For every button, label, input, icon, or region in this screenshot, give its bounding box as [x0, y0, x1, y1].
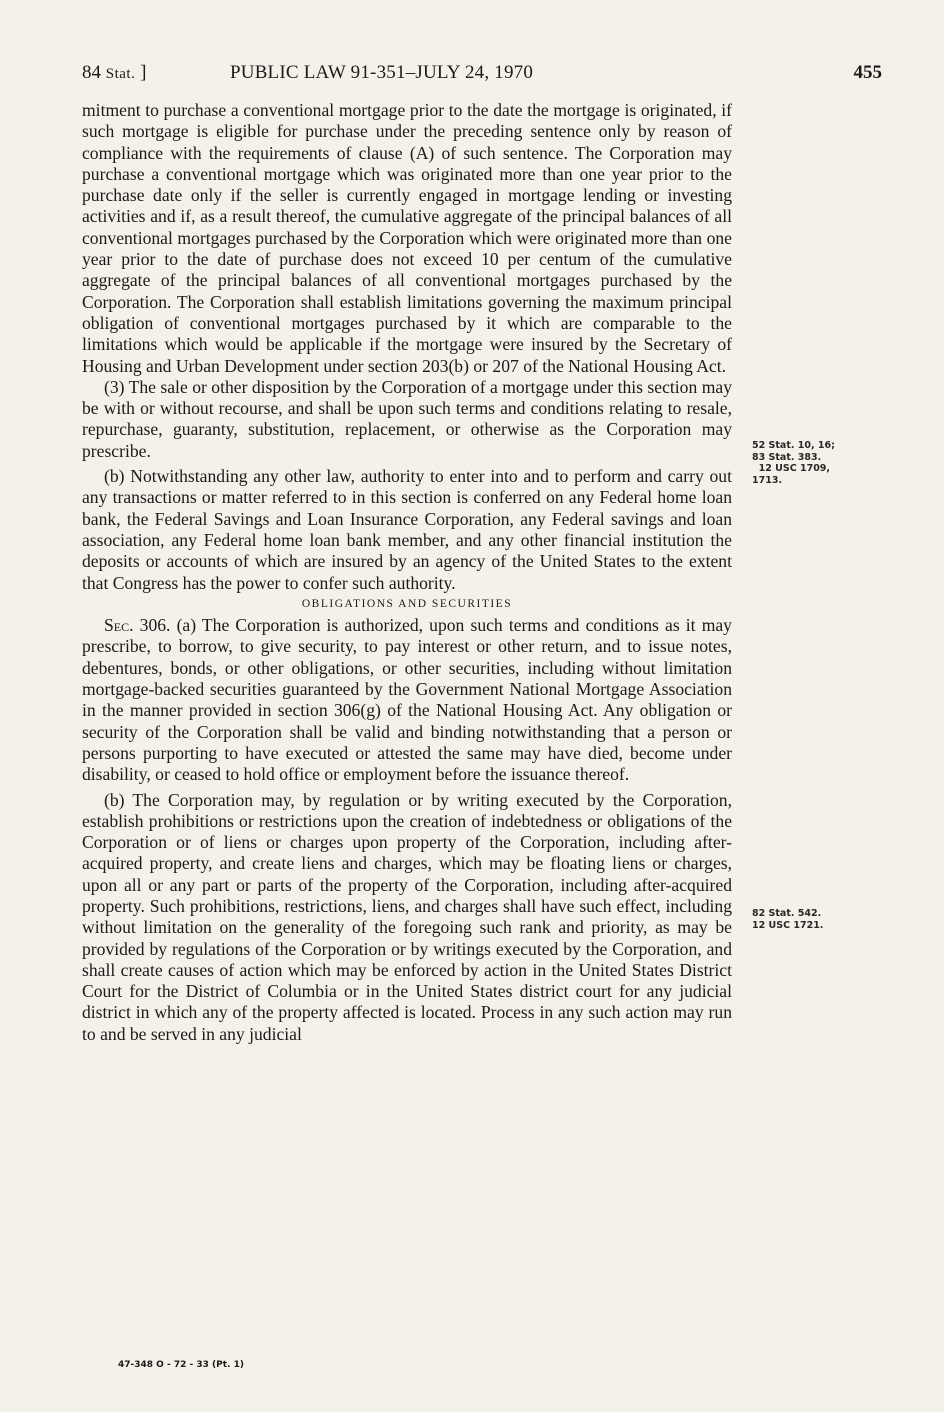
statute-volume: 84 Stat. ] — [82, 62, 147, 83]
print-footer: 47-348 O - 72 - 33 (Pt. 1) — [118, 1360, 244, 1370]
page-header — [82, 62, 882, 92]
paragraph-authority: (b) Notwithstanding any other law, authority to enter into and to perform and carry out any transactions or matter referred to in this section is conferred on any Federal home loan bank, the Federal Savings and Loan Insurance Corporation, any Federal savings and loan association, any Federal home loan bank member, and any other financial institution the deposits or accounts of which are insured by an agency of the United States to the extent that Congress has the power to confer such authority. — [82, 466, 732, 593]
section-label: Sec. 306. — [104, 615, 171, 636]
paragraph-sec-306-a: Sec. 306. (a) The Corporation is authorized, upon such terms and conditions as it may prescribe, to borrow, to give security, to pay interest or other return, and to issue notes, debentures, bonds, or other obligations, or other securities, including without limitation mortgage-backed securities guaranteed by the Government National Mortgage Association in the manner provided in section 306(g) of the National Housing Act. Any obligation or security of the Corporation shall be valid and binding notwithstanding that a person or persons purporting to have executed or attested the same may have died, become under disability, or ceased to hold office or employment before the issuance thereof. — [82, 615, 732, 785]
section-heading: OBLIGATIONS AND SECURITIES — [301, 597, 513, 610]
main-text-column — [82, 100, 732, 1045]
paragraph-sec-306-b: (b) The Corporation may, by regulation or by writing executed by the Corporation, establish prohibitions or restrictions upon the creation of indebtedness or obligations of the Corporation or of liens or charges upon property of the Corporation, including after-acquired property, and create liens and charges, which may be floating liens or charges, upon all or any part or parts of the property of the Corporation, including after-acquired property. Such prohibitions, restrictions, liens, and charges shall have such effect, including without limitation on the generality of the foregoing such rank and priority, as may be provided by regulations of the Corporation or by writings executed by the Corporation, and shall create causes of action which may be enforced by action in the United States District Court for the District of Columbia or in the United States district court for any judicial district in which any of the property affected is located. Process in any such action may run to and be served in any judicial — [82, 789, 732, 1044]
paragraph-continuation: mitment to purchase a conventional mortgage prior to the date the mortgage is originated, if such mortgage is eligible for purchase under the preceding sentence only by reason of compliance with the requirements of clause (A) of such sentence. The Corporation may purchase a conventional mortgage which was originated more than one year prior to the purchase date only if the seller is currently engaged in mortgage lending or investing activities and if, as a result thereof, the cumulative aggregate of the principal balances of all conventional mortgages purchased by the Corporation which were originated more than one year prior to the date of purchase does not exceed 10 per centum of the cumulative aggregate of the principal balances of all conventional mortgages purchased by the Corporation. The Corporation shall establish limitations governing the maximum principal obligation of conventional mortgages purchased by it which are comparable to the limitations which would be applicable if the mortgage were insured by the Secretary of Housing and Urban Development under section 203(b) or 207 of the National Housing Act. — [82, 100, 732, 376]
margin-citation-2: 82 Stat. 542. 12 USC 1721. — [752, 908, 824, 931]
margin-citation-1: 52 Stat. 10, 16; 83 Stat. 383. 12 USC 1709, 1713. — [752, 440, 835, 486]
page-number: 455 — [853, 62, 882, 83]
public-law-title: PUBLIC LAW 91-351–JULY 24, 1970 — [230, 62, 534, 83]
paragraph-sale-disposition: (3) The sale or other disposition by the Corporation of a mortgage under this section may be with or without recourse, and shall be upon such terms and conditions relating to resale, repurchase, guaranty, substitution, replacement, or otherwise as the Corporation may prescribe. — [82, 376, 732, 461]
